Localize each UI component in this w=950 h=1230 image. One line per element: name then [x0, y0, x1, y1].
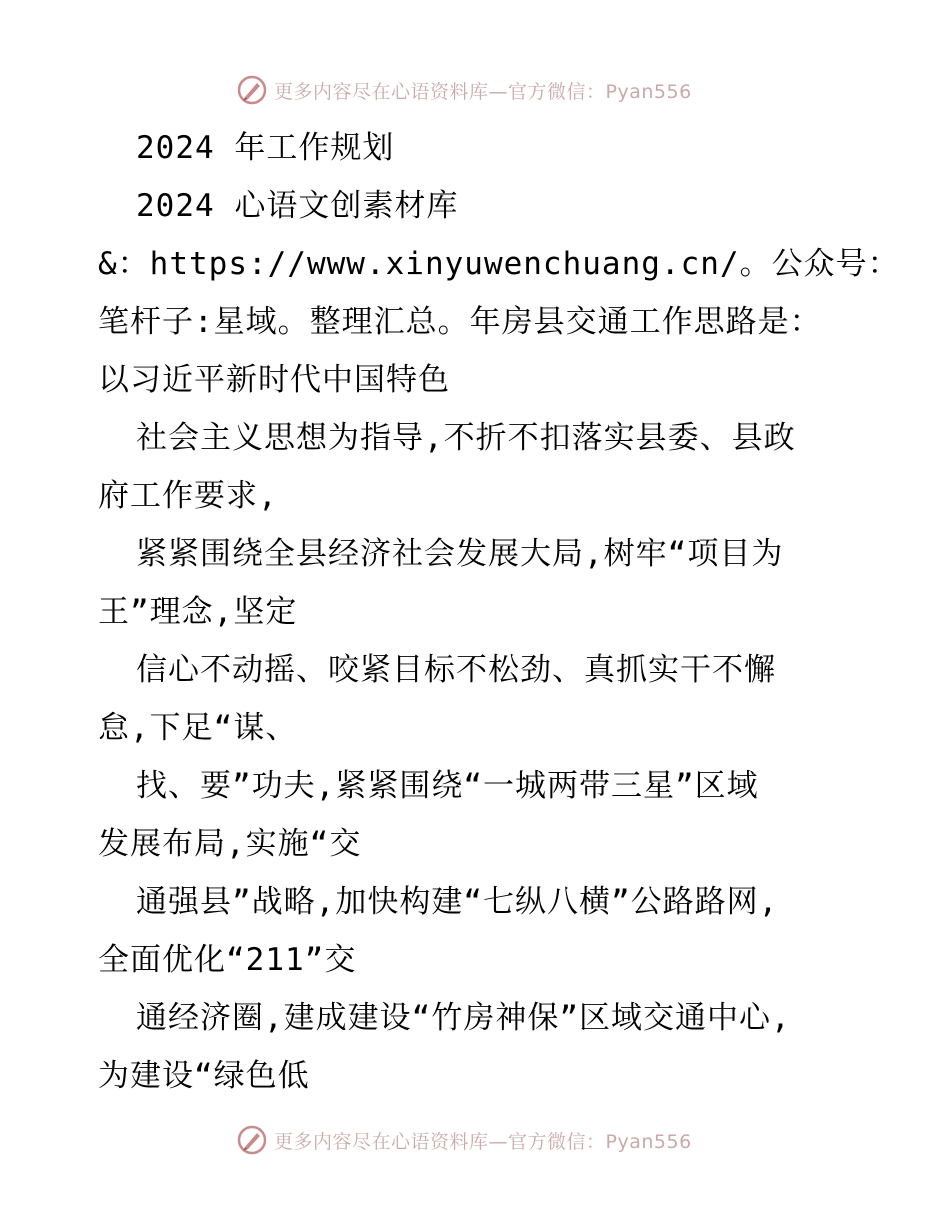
text-line: 怠,下足“谋、	[98, 710, 298, 746]
text-line: 发展布局,实施“交	[98, 826, 362, 862]
document-body	[98, 119, 900, 1105]
pen-logo-icon	[236, 1124, 268, 1156]
text-line: 通强县”战略,加快构建“七纵八横”公路路网,	[136, 884, 779, 920]
text-line: 2024 年工作规划	[136, 130, 395, 166]
text-line: 信心不动摇、咬紧目标不松劲、真抓实干不懈	[136, 652, 776, 688]
watermark-banner-bottom	[236, 1122, 692, 1158]
text-line: 笔杆子:星域。整理汇总。年房县交通工作思路是：	[98, 304, 822, 340]
text-line: 紧紧围绕全县经济社会发展大局,树牢“项目为	[136, 536, 784, 572]
text-line: 为建设“绿色低	[98, 1058, 310, 1094]
pen-logo-icon	[236, 74, 268, 106]
text-line: 王”理念,坚定	[98, 594, 298, 630]
text-line: 府工作要求,	[98, 478, 278, 514]
watermark-text: 更多内容尽在心语资料库—官方微信：Pyan556	[274, 1130, 692, 1153]
text-line: 找、要”功夫,紧紧围绕“一城两带三星”区域	[136, 768, 759, 804]
text-line: 全面优化“211”交	[98, 942, 357, 978]
text-line: 以习近平新时代中国特色	[98, 362, 450, 398]
watermark-banner-top	[236, 72, 692, 108]
text-line: 社会主义思想为指导,不折不扣落实县委、县政	[136, 420, 796, 456]
watermark-text: 更多内容尽在心语资料库—官方微信：Pyan556	[274, 80, 692, 103]
text-line: &：https://www.xinyuwenchuang.cn/。公众号：	[98, 246, 900, 282]
text-line: 2024 心语文创素材库	[136, 188, 459, 224]
text-line: 通经济圈,建成建设“竹房神保”区域交通中心,	[136, 1000, 791, 1036]
